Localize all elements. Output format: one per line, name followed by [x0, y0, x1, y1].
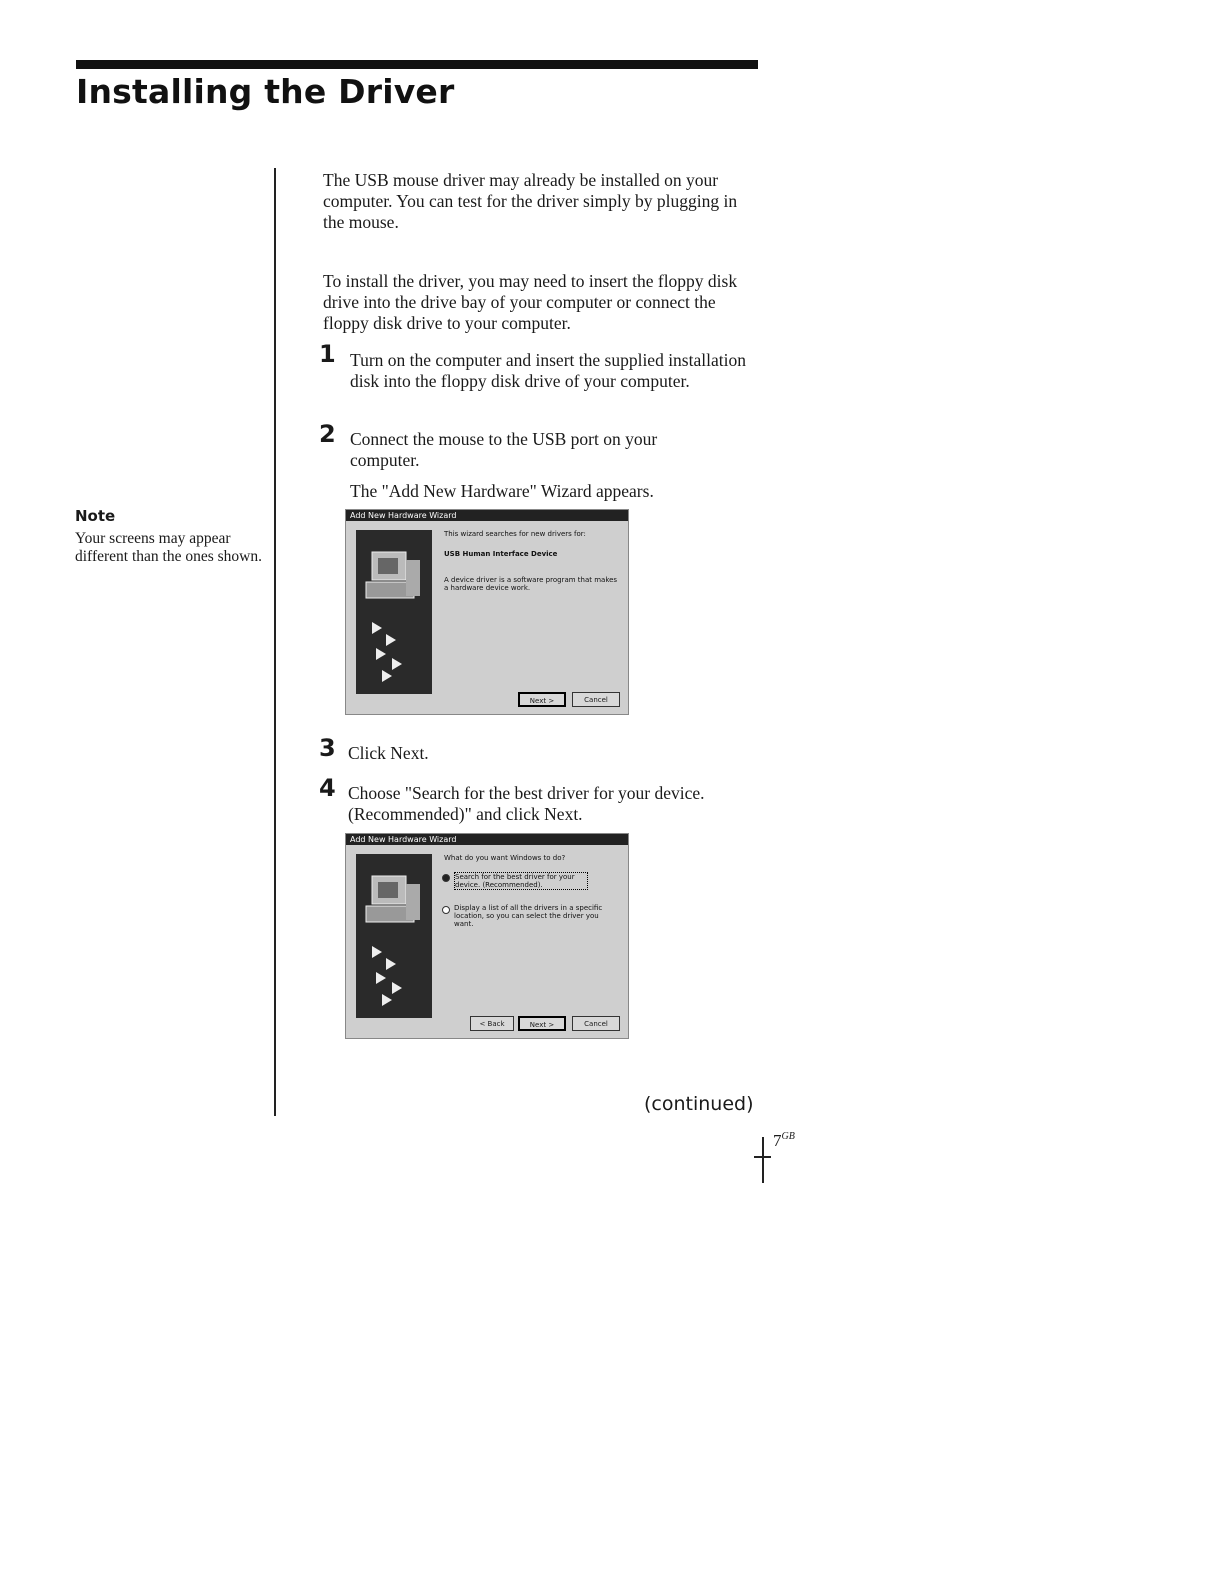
intro-paragraph-2: To install the driver, you may need to insert the floppy disk drive into the drive bay of your computer or connect the floppy disk drive to your computer. [323, 271, 738, 333]
step-3-number: 3 [319, 734, 336, 762]
wizard-2-next-button[interactable]: Next > [518, 1016, 566, 1031]
wizard-1-line1: This wizard searches for new drivers for: [444, 530, 586, 538]
note-heading: Note [75, 507, 116, 525]
wizard-1-next-button[interactable]: Next > [518, 692, 566, 707]
page-number [773, 1131, 795, 1151]
step-2-result: The "Add New Hardware" Wizard appears. [350, 481, 654, 501]
title-rule [76, 60, 758, 69]
page-marker-rule [762, 1137, 764, 1183]
wizard-1-device: USB Human Interface Device [444, 550, 558, 558]
step-2-text: Connect the mouse to the USB port on your computer. [350, 429, 658, 470]
page-title: Installing the Driver [76, 72, 455, 111]
page-marker-tick [754, 1156, 771, 1158]
computer-illustration-icon [356, 854, 432, 1018]
step-4-number: 4 [319, 774, 336, 802]
note-text: Your screens may appear different than the ones shown. [75, 530, 262, 565]
page-number-value: 7 [773, 1131, 782, 1150]
wizard-2-question: What do you want Windows to do? [444, 854, 566, 862]
wizard-2-option1-radio[interactable] [442, 874, 450, 882]
wizard-screenshot-1 [345, 509, 629, 715]
wizard-1-cancel-button[interactable]: Cancel [572, 692, 620, 707]
column-divider [274, 168, 276, 1116]
intro-paragraph-1: The USB mouse driver may already be installed on your computer. You can test for the driver simply by plugging in the mouse. [323, 170, 738, 232]
page-number-suffix: GB [781, 1131, 795, 1142]
continued-label: (continued) [644, 1093, 754, 1115]
wizard-2-back-button[interactable]: < Back [470, 1016, 514, 1031]
step-2-number: 2 [319, 420, 336, 448]
step-3-text: Click Next. [348, 743, 429, 763]
wizard-2-titlebar: Add New Hardware Wizard [346, 834, 628, 845]
wizard-2-option2-radio[interactable] [442, 906, 450, 914]
wizard-2-option2[interactable]: Display a list of all the drivers in a specific location, so you can select the driver you want. [454, 904, 603, 928]
wizard-2-option1[interactable]: Search for the best driver for your device. (Recommended). [454, 872, 588, 890]
step-1-number: 1 [319, 340, 336, 368]
wizard-1-titlebar: Add New Hardware Wizard [346, 510, 628, 521]
computer-illustration-icon [356, 530, 432, 694]
step-1-text: Turn on the computer and insert the supplied installation disk into the floppy disk drive of your computer. [350, 350, 746, 391]
wizard-2-cancel-button[interactable]: Cancel [572, 1016, 620, 1031]
wizard-screenshot-2 [345, 833, 629, 1039]
wizard-1-line2: A device driver is a software program that makes a hardware device work. [444, 576, 618, 592]
step-4-text: Choose "Search for the best driver for your device. (Recommended)" and click Next. [348, 783, 705, 824]
